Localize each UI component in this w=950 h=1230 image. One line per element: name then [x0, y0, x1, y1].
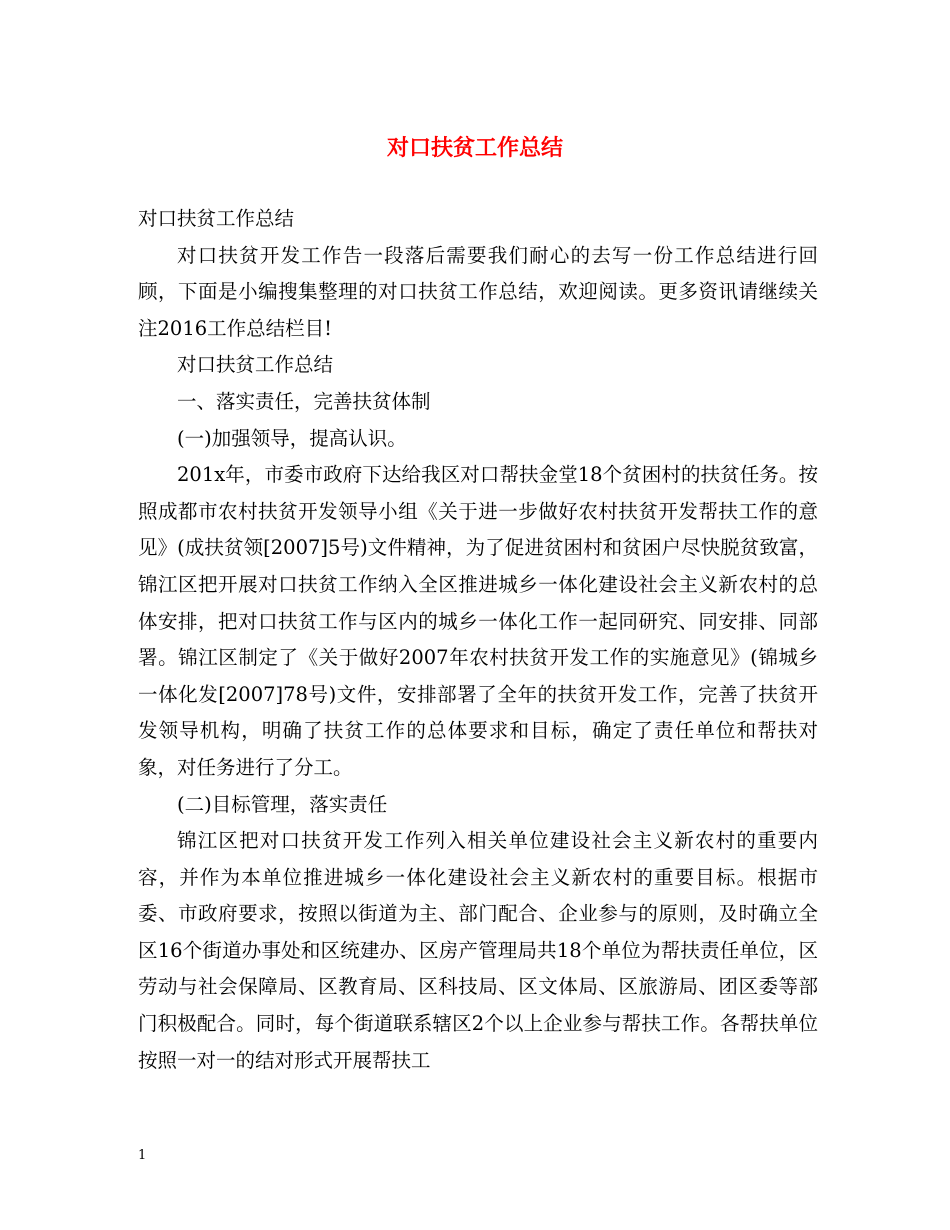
- page-number: 1: [138, 1148, 147, 1163]
- paragraph: 201x年，市委市政府下达给我区对口帮扶金堂18个贫困村的扶贫任务。按照成都市农村扶贫开发领导小组《关于进一步做好农村扶贫开发帮扶工作的意见》(成扶贫领[2007]5号)文件精神，为了促进贫困村和贫困户尽快脱贫致富，锦江区把开展对口扶贫工作纳入全区推进城乡一体化建设社会主义新农村的总体安排，把对口扶贫工作与区内的城乡一体化工作一起同研究、同安排、同部署。锦江区制定了《关于做好2007年农村扶贫开发工作的实施意见》(锦城乡一体化发[2007]78号)文件，安排部署了全年的扶贫开发工作，完善了扶贫开发领导机构，明确了扶贫工作的总体要求和目标，确定了责任单位和帮扶对象，对任务进行了分工。: [138, 463, 818, 779]
- paragraph: 对口扶贫开发工作告一段落后需要我们耐心的去写一份工作总结进行回顾，下面是小编搜集整理的对口扶贫工作总结，欢迎阅读。更多资讯请继续关注2016工作总结栏目!: [138, 243, 818, 340]
- document-body: [138, 201, 818, 1079]
- subsection-heading: (二)目标管理，落实责任: [177, 792, 388, 816]
- document-title: 对口扶贫工作总结: [386, 135, 563, 161]
- paragraph: 对口扶贫工作总结: [138, 207, 295, 230]
- subsection-heading: (一)加强领导，提高认识。: [177, 426, 407, 450]
- section-heading: 一、落实责任，完善扶贫体制: [177, 389, 431, 413]
- paragraph: 锦江区把对口扶贫开发工作列入相关单位建设社会主义新农村的重要内容，并作为本单位推进城乡一体化建设社会主义新农村的重要目标。根据市委、市政府要求，按照以街道为主、部门配合、企业参与的原则，及时确立全区16个街道办事处和区统建办、区房产管理局共18个单位为帮扶责任单位，区劳动与社会保障局、区教育局、区科技局、区文体局、区旅游局、团区委等部门积极配合。同时，每个街道联系辖区2个以上企业参与帮扶工作。各帮扶单位按照一对一的结对形式开展帮扶工: [138, 829, 818, 1072]
- paragraph: 对口扶贫工作总结: [177, 353, 334, 377]
